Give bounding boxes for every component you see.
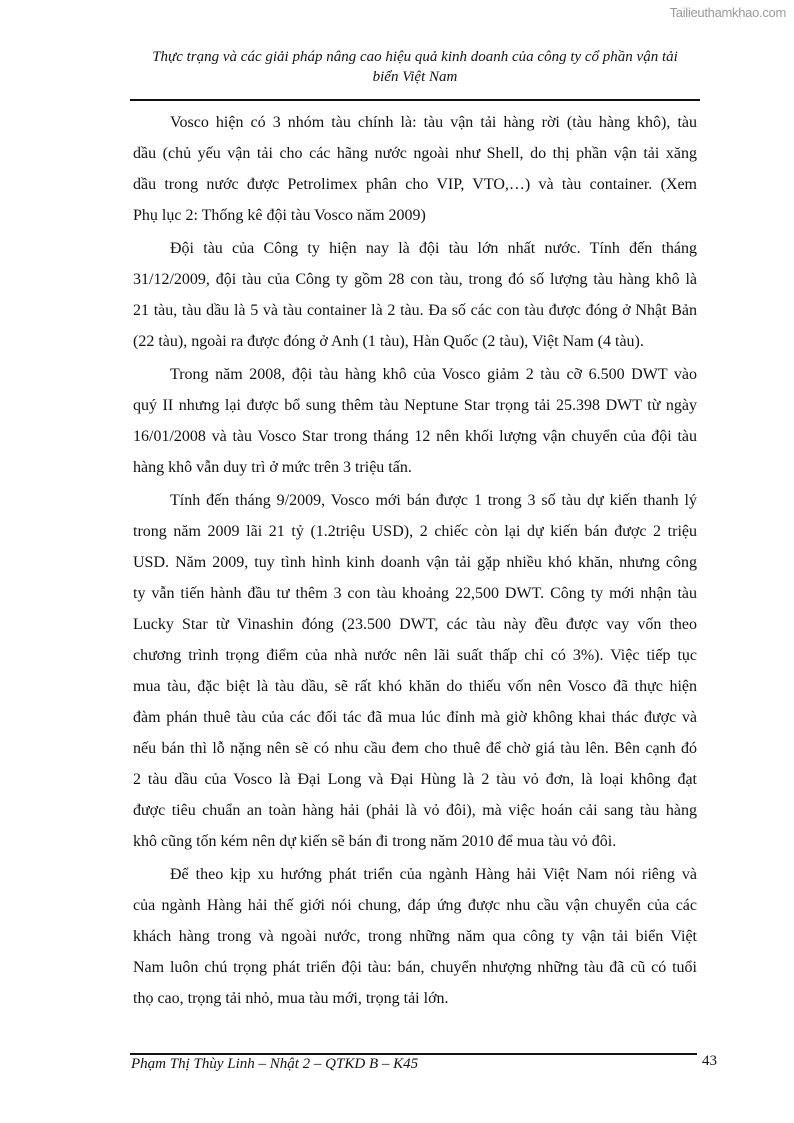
paragraph-line: đàm phán thuê tàu của các đối tác đã mua lúc đỉnh mà giờ không khai thác được và	[133, 709, 697, 726]
paragraph-line: trong năm 2009 lãi 21 tỷ (1.2triệu USD), 2 chiếc còn lại dự kiến bán được 2 triệu	[133, 523, 697, 540]
header-title-line2: biển Việt Nam	[372, 69, 458, 85]
paragraph-line: (22 tàu), ngoài ra được đóng ở Anh (1 tàu), Hàn Quốc (2 tàu), Việt Nam (4 tàu).	[133, 333, 644, 350]
document-body	[133, 107, 697, 1016]
paragraph	[133, 233, 697, 357]
paragraph-line: của ngành Hàng hải thế giới nói chung, đáp ứng được nhu cầu vận chuyển của các	[133, 897, 697, 914]
paragraph-line: dầu (chủ yếu vận tải cho các hãng nước ngoài như Shell, do thị phần vận tải xăng	[133, 145, 697, 162]
paragraph	[133, 107, 697, 231]
paragraph	[133, 485, 697, 857]
paragraph-line: 2 tàu dầu của Vosco là Đại Long và Đại Hùng là 2 tàu vỏ đơn, là loại không đạt	[133, 771, 697, 788]
paragraph-line: ty vẫn tiến hành đầu tư thêm 3 con tàu khoảng 22,500 DWT. Công ty mới nhận tàu	[133, 585, 697, 602]
header-rule	[130, 99, 700, 101]
running-header	[130, 47, 700, 87]
paragraph-line: chương trình trọng điểm của nhà nước nên lãi suất thấp chỉ có 3%). Việc tiếp tục	[133, 647, 697, 664]
paragraph-line: Vosco hiện có 3 nhóm tàu chính là: tàu vận tải hàng rời (tàu hàng khô), tàu	[170, 114, 697, 131]
paragraph-line: 16/01/2008 và tàu Vosco Star trong tháng 12 nên khối lượng vận chuyển của đội tàu	[133, 428, 697, 445]
paragraph-line: nếu bán thì lỗ nặng nên sẽ có nhu cầu đem cho thuê để chờ giá tàu lên. Bên cạnh đó	[133, 740, 697, 757]
paragraph-line: khách hàng trong và ngoài nước, trong những năm qua công ty vận tải biển Việt	[133, 928, 697, 945]
paragraph	[133, 859, 697, 1014]
paragraph-line: Nam luôn chú trọng phát triển đội tàu: bán, chuyển nhượng những tàu đã cũ có tuổi	[133, 959, 697, 976]
paragraph-line: được tiêu chuẩn an toàn hàng hải (phải là vỏ đôi), mà việc hoán cải sang tàu hàng	[133, 802, 697, 819]
paragraph-line: mua tàu, đặc biệt là tàu dầu, sẽ rất khó khăn do thiếu vốn nên Vosco đã thực hiện	[133, 678, 697, 695]
paragraph-line: thọ cao, trọng tải nhỏ, mua tàu mới, trọng tải lớn.	[133, 990, 449, 1007]
header-title-line1: Thực trạng và các giải pháp nâng cao hiệu quả kinh doanh của công ty cổ phần vận tải	[152, 49, 678, 65]
footer-rule	[130, 1053, 697, 1055]
paragraph-line: USD. Năm 2009, tuy tình hình kinh doanh vận tải gặp nhiều khó khăn, nhưng công	[133, 554, 697, 571]
paragraph-line: Lucky Star từ Vinashin đóng (23.500 DWT, các tàu này đều được vay vốn theo	[133, 616, 697, 633]
paragraph-line: Để theo kịp xu hướng phát triển của ngành Hàng hải Việt Nam nói riêng và	[170, 866, 697, 883]
paragraph-line: Tính đến tháng 9/2009, Vosco mới bán được 1 trong 3 số tàu dự kiến thanh lý	[170, 492, 697, 509]
paragraph-line: Đội tàu của Công ty hiện nay là đội tàu lớn nhất nước. Tính đến tháng	[170, 240, 697, 257]
paragraph-line: Phụ lục 2: Thống kê đội tàu Vosco năm 2009)	[133, 207, 426, 224]
paragraph-line: 21 tàu, tàu dầu là 5 và tàu container là 2 tàu. Đa số các con tàu được đóng ở Nhật Bản	[133, 302, 697, 319]
paragraph-line: khô cũng tốn kém nên dự kiến sẽ bán đi trong năm 2010 để mua tàu vỏ đôi.	[133, 833, 617, 850]
paragraph-line: Trong năm 2008, đội tàu hàng khô của Vosco giảm 2 tàu cỡ 6.500 DWT vào	[170, 366, 697, 383]
paragraph-line: quý II nhưng lại được bổ sung thêm tàu Neptune Star trọng tải 25.398 DWT từ ngày	[133, 397, 697, 414]
paragraph-line: hàng khô vẫn duy trì ở mức trên 3 triệu tấn.	[133, 459, 412, 476]
watermark: Tailieuthamkhao.com	[669, 5, 786, 20]
paragraph-line: 31/12/2009, đội tàu của Công ty gồm 28 con tàu, trong đó số lượng tàu hàng khô là	[133, 271, 697, 288]
paragraph	[133, 359, 697, 483]
paragraph-line: dầu trong nước được Petrolimex phân cho VIP, VTO,…) và tàu container. (Xem	[133, 176, 697, 193]
footer-author: Phạm Thị Thùy Linh – Nhật 2 – QTKD B – K45	[131, 1056, 419, 1072]
page-number: 43	[702, 1053, 717, 1069]
